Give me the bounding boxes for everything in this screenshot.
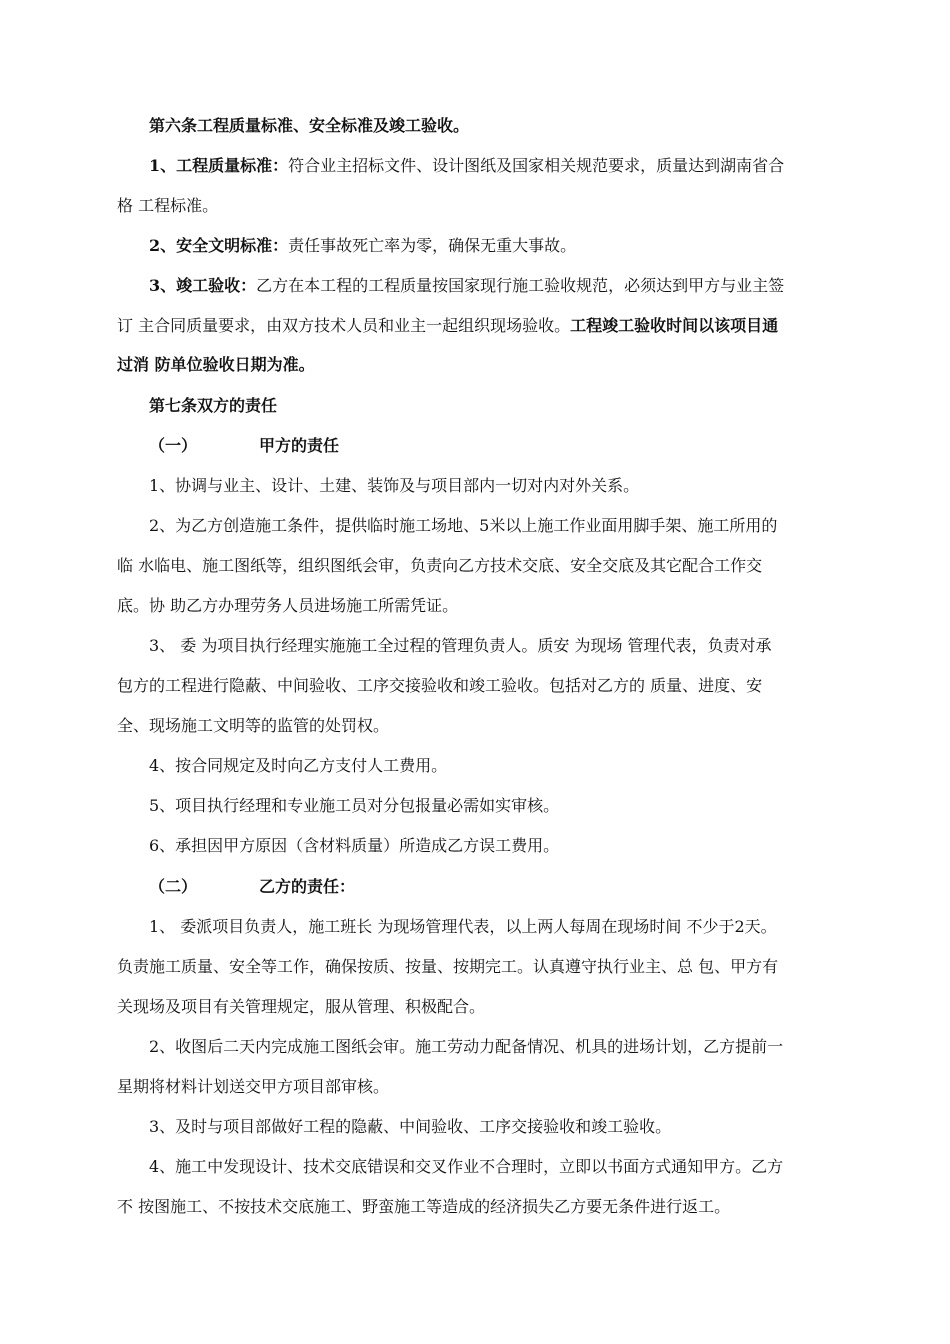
party-a-number: （一） (149, 436, 198, 455)
party-a-item-3-line-2: 包方的工程进行隐蔽、中间验收、工序交接验收和竣工验收。包括对乙方的 质量、进度、安 (117, 676, 763, 695)
s6-item-1-text: 符合业主招标文件、设计图纸及国家相关规范要求，质量达到湖南省合 (288, 156, 785, 175)
party-a-item-2-line-1: 2、为乙方创造施工条件，提供临时施工场地、5米以上施工作业面用脚手架、施工所用的 (149, 516, 778, 535)
s6-item-1-line-2: 格 工程标准。 (117, 196, 219, 215)
party-b-number: （二） (149, 877, 198, 896)
party-a-item-1: 1、协调与业主、设计、土建、装饰及与项目部内一切对内对外关系。 (149, 476, 640, 495)
party-b-item-3: 3、及时与项目部做好工程的隐蔽、中间验收、工序交接验收和竣工验收。 (149, 1117, 672, 1136)
s6-item-1-label: 1、工程质量标准： (149, 156, 289, 175)
s6-item-2-label: 2、安全文明标准： (149, 236, 289, 255)
party-a-item-2-line-2: 临 水临电、施工图纸等，组织图纸会审，负责向乙方技术交底、安全交底及其它配合工作交 (117, 556, 763, 575)
s6-item-3-line-1 (149, 275, 869, 297)
party-a-title: 甲方的责任 (259, 436, 340, 455)
party-b-title: 乙方的责任： (259, 877, 356, 896)
s6-item-2-text: 责任事故死亡率为零，确保无重大事故。 (288, 236, 577, 255)
party-a-heading (149, 435, 869, 457)
party-b-item-2-line-1: 2、收图后二天内完成施工图纸会审。施工劳动力配备情况、机具的进场计划，乙方提前一 (149, 1037, 784, 1056)
party-a-item-5: 5、项目执行经理和专业施工员对分包报量必需如实审核。 (149, 796, 560, 815)
s6-item-3-line-3: 过消 防单位验收日期为准。 (117, 355, 315, 374)
party-a-item-6: 6、承担因甲方原因（含材料质量）所造成乙方误工费用。 (149, 836, 560, 855)
party-b-item-1-line-2: 负责施工质量、安全等工作，确保按质、按量、按期完工。认真遵守执行业主、总 包、甲方有 (117, 957, 779, 976)
party-a-item-2-line-3: 底。协 助乙方办理劳务人员进场施工所需凭证。 (117, 596, 459, 615)
s6-item-2 (149, 235, 869, 257)
party-b-item-4-line-2: 不 按图施工、不按技术交底施工、野蛮施工等造成的经济损失乙方要无条件进行返工。 (117, 1197, 731, 1216)
party-a-item-3-line-1: 3、 委 为项目执行经理实施施工全过程的管理负责人。质安 为现场 管理代表，负责对承 (149, 636, 772, 655)
s6-item-3-label: 3、竣工验收： (149, 276, 257, 295)
party-b-heading (149, 876, 869, 898)
section-7-heading: 第七条双方的责任 (149, 396, 278, 415)
s6-item-3-text-b: 订 主合同质量要求，由双方技术人员和业主一起组织现场验收。 (117, 316, 571, 335)
party-a-item-3-line-3: 全、现场施工文明等的监管的处罚权。 (117, 716, 390, 735)
party-b-item-2-line-2: 星期将材料计划送交甲方项目部审核。 (117, 1077, 390, 1096)
s6-item-3-line-2 (117, 315, 837, 337)
party-a-item-4: 4、按合同规定及时向乙方支付人工费用。 (149, 756, 448, 775)
party-b-item-4-line-1: 4、施工中发现设计、技术交底错误和交叉作业不合理时，立即以书面方式通知甲方。乙方 (149, 1157, 784, 1176)
s6-item-3-bold-b: 工程竣工验收时间以该项目通 (570, 316, 779, 335)
s6-item-3-text: 乙方在本工程的工程质量按国家现行施工验收规范，必须达到甲方与业主签 (256, 276, 785, 295)
s6-item-1-line-1 (149, 155, 869, 177)
party-b-item-1-line-3: 关现场及项目有关管理规定，服从管理、积极配合。 (117, 997, 486, 1016)
party-b-item-1-line-1: 1、 委派项目负责人，施工班长 为现场管理代表，以上两人每周在现场时间 不少于2天。 (149, 917, 777, 936)
section-6-heading: 第六条工程质量标准、安全标准及竣工验收。 (149, 116, 470, 135)
